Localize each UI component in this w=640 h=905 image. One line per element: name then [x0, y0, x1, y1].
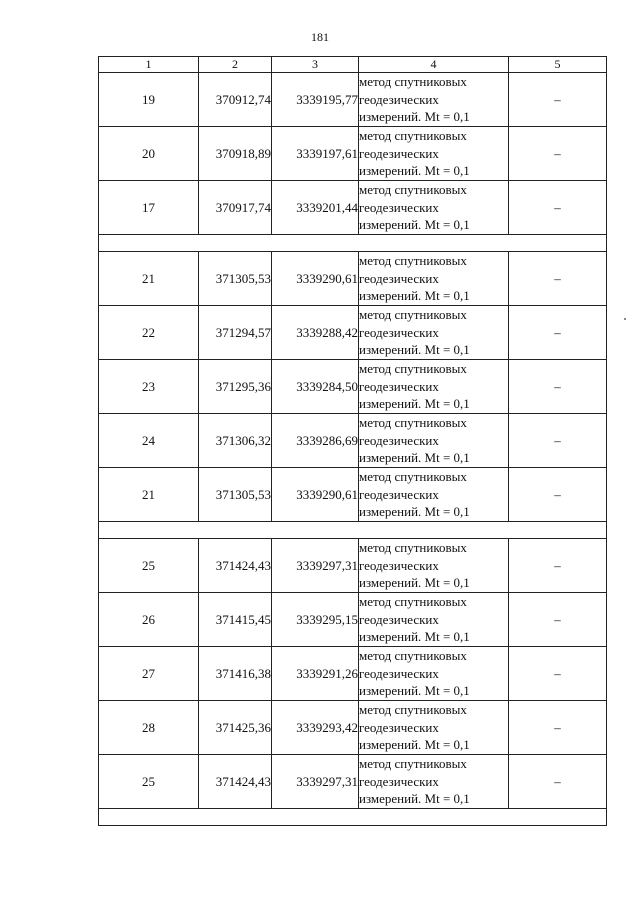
- method-cell: [359, 127, 509, 181]
- y-coordinate-cell: 3339293,42: [272, 701, 359, 755]
- method-line: геодезических: [359, 324, 439, 340]
- x-coordinate-cell: 370912,74: [199, 73, 272, 127]
- point-number-cell: 21: [99, 252, 199, 306]
- error-cell: –: [509, 539, 607, 593]
- y-coordinate-cell: 3339297,31: [272, 755, 359, 809]
- error-cell: –: [509, 468, 607, 522]
- y-coordinate-cell: 3339195,77: [272, 73, 359, 127]
- scan-speck: [624, 318, 626, 320]
- error-cell: –: [509, 593, 607, 647]
- error-cell: –: [509, 701, 607, 755]
- x-coordinate-cell: 371424,43: [199, 755, 272, 809]
- column-header: 3: [272, 57, 359, 73]
- table-row: [99, 414, 607, 468]
- error-cell: –: [509, 252, 607, 306]
- method-line: измерений. Mt = 0,1: [359, 629, 470, 645]
- x-coordinate-cell: 371424,43: [199, 539, 272, 593]
- y-coordinate-cell: 3339290,61: [272, 468, 359, 522]
- method-line: измерений. Mt = 0,1: [359, 109, 470, 125]
- error-cell: –: [509, 127, 607, 181]
- x-coordinate-cell: 371294,57: [199, 306, 272, 360]
- method-line: метод спутниковых: [359, 756, 467, 772]
- y-coordinate-cell: 3339197,61: [272, 127, 359, 181]
- method-line: геодезических: [359, 665, 439, 681]
- table-row: [99, 647, 607, 701]
- table-row: [99, 701, 607, 755]
- x-coordinate-cell: 371295,36: [199, 360, 272, 414]
- x-coordinate-cell: 370918,89: [199, 127, 272, 181]
- method-line: геодезических: [359, 270, 439, 286]
- method-line: измерений. Mt = 0,1: [359, 450, 470, 466]
- column-header: 4: [359, 57, 509, 73]
- method-cell: [359, 539, 509, 593]
- method-line: геодезических: [359, 486, 439, 502]
- method-line: измерений. Mt = 0,1: [359, 737, 470, 753]
- method-line: измерений. Mt = 0,1: [359, 288, 470, 304]
- table-row: [99, 252, 607, 306]
- point-number-cell: 25: [99, 539, 199, 593]
- table-row: [99, 360, 607, 414]
- table-row: [99, 468, 607, 522]
- method-line: измерений. Mt = 0,1: [359, 683, 470, 699]
- y-coordinate-cell: 3339286,69: [272, 414, 359, 468]
- column-header: 1: [99, 57, 199, 73]
- table-row: [99, 539, 607, 593]
- method-cell: [359, 593, 509, 647]
- column-header: 2: [199, 57, 272, 73]
- method-line: метод спутниковых: [359, 648, 467, 664]
- table-row: [99, 73, 607, 127]
- x-coordinate-cell: 371415,45: [199, 593, 272, 647]
- error-cell: –: [509, 73, 607, 127]
- method-line: геодезических: [359, 145, 439, 161]
- method-line: метод спутниковых: [359, 74, 467, 90]
- method-cell: [359, 181, 509, 235]
- point-number-cell: 19: [99, 73, 199, 127]
- method-line: метод спутниковых: [359, 594, 467, 610]
- y-coordinate-cell: 3339297,31: [272, 539, 359, 593]
- table-row: [99, 181, 607, 235]
- point-number-cell: 24: [99, 414, 199, 468]
- method-cell: [359, 73, 509, 127]
- method-line: измерений. Mt = 0,1: [359, 504, 470, 520]
- page-number: 181: [311, 30, 329, 44]
- error-cell: –: [509, 306, 607, 360]
- column-header: 5: [509, 57, 607, 73]
- method-line: геодезических: [359, 378, 439, 394]
- y-coordinate-cell: 3339288,42: [272, 306, 359, 360]
- method-cell: [359, 468, 509, 522]
- error-cell: –: [509, 647, 607, 701]
- method-line: измерений. Mt = 0,1: [359, 163, 470, 179]
- group-separator-row: [99, 235, 607, 252]
- x-coordinate-cell: 370917,74: [199, 181, 272, 235]
- method-line: метод спутниковых: [359, 128, 467, 144]
- x-coordinate-cell: 371306,32: [199, 414, 272, 468]
- y-coordinate-cell: 3339291,26: [272, 647, 359, 701]
- method-line: измерений. Mt = 0,1: [359, 217, 470, 233]
- point-number-cell: 23: [99, 360, 199, 414]
- method-line: геодезических: [359, 199, 439, 215]
- method-cell: [359, 647, 509, 701]
- y-coordinate-cell: 3339284,50: [272, 360, 359, 414]
- separator-cell: [99, 522, 607, 539]
- method-cell: [359, 701, 509, 755]
- method-line: метод спутниковых: [359, 361, 467, 377]
- table-row: [99, 593, 607, 647]
- error-cell: –: [509, 414, 607, 468]
- method-line: геодезических: [359, 719, 439, 735]
- method-line: измерений. Mt = 0,1: [359, 575, 470, 591]
- table-row: [99, 127, 607, 181]
- point-number-cell: 22: [99, 306, 199, 360]
- y-coordinate-cell: 3339295,15: [272, 593, 359, 647]
- table-row: [99, 755, 607, 809]
- error-cell: –: [509, 360, 607, 414]
- method-line: геодезических: [359, 773, 439, 789]
- method-line: метод спутниковых: [359, 540, 467, 556]
- point-number-cell: 17: [99, 181, 199, 235]
- method-cell: [359, 755, 509, 809]
- method-line: геодезических: [359, 611, 439, 627]
- x-coordinate-cell: 371425,36: [199, 701, 272, 755]
- method-cell: [359, 414, 509, 468]
- point-number-cell: 20: [99, 127, 199, 181]
- point-number-cell: 21: [99, 468, 199, 522]
- method-cell: [359, 360, 509, 414]
- table-row: [99, 306, 607, 360]
- y-coordinate-cell: 3339201,44: [272, 181, 359, 235]
- method-line: геодезических: [359, 91, 439, 107]
- method-cell: [359, 306, 509, 360]
- method-line: метод спутниковых: [359, 307, 467, 323]
- coordinates-table: [98, 56, 607, 826]
- point-number-cell: 27: [99, 647, 199, 701]
- method-cell: [359, 252, 509, 306]
- method-line: метод спутниковых: [359, 415, 467, 431]
- point-number-cell: 25: [99, 755, 199, 809]
- method-line: измерений. Mt = 0,1: [359, 791, 470, 807]
- error-cell: –: [509, 755, 607, 809]
- table-body: [99, 73, 607, 826]
- error-cell: –: [509, 181, 607, 235]
- end-cell: [99, 809, 607, 826]
- x-coordinate-cell: 371305,53: [199, 468, 272, 522]
- method-line: геодезических: [359, 432, 439, 448]
- x-coordinate-cell: 371305,53: [199, 252, 272, 306]
- table-end-row: [99, 809, 607, 826]
- method-line: измерений. Mt = 0,1: [359, 342, 470, 358]
- method-line: метод спутниковых: [359, 182, 467, 198]
- separator-cell: [99, 235, 607, 252]
- method-line: метод спутниковых: [359, 469, 467, 485]
- method-line: геодезических: [359, 557, 439, 573]
- y-coordinate-cell: 3339290,61: [272, 252, 359, 306]
- method-line: измерений. Mt = 0,1: [359, 396, 470, 412]
- point-number-cell: 26: [99, 593, 199, 647]
- method-line: метод спутниковых: [359, 253, 467, 269]
- point-number-cell: 28: [99, 701, 199, 755]
- x-coordinate-cell: 371416,38: [199, 647, 272, 701]
- group-separator-row: [99, 522, 607, 539]
- header-row: [99, 57, 607, 73]
- method-line: метод спутниковых: [359, 702, 467, 718]
